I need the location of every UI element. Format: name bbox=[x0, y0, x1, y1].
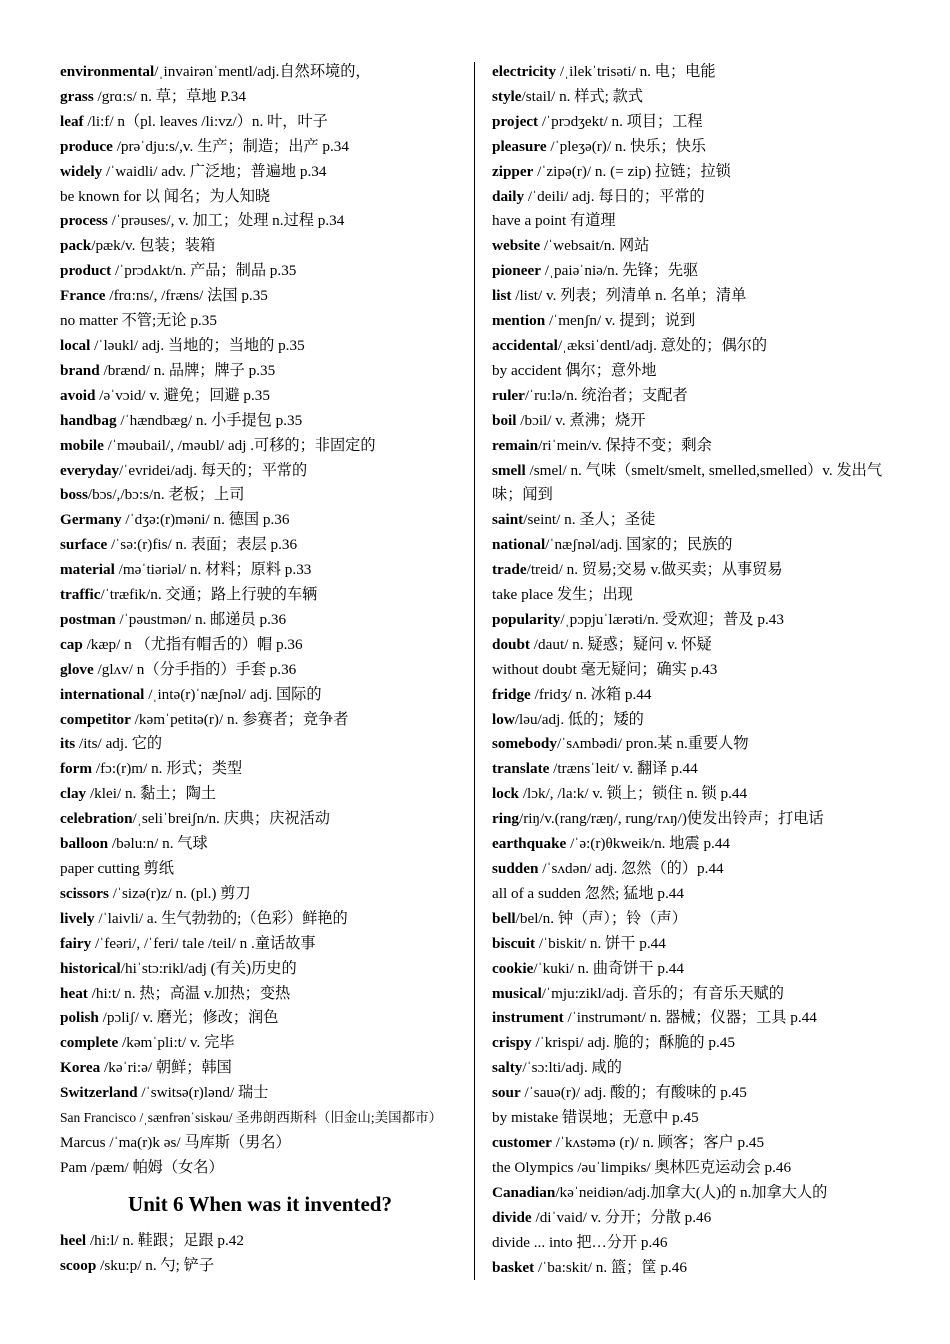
vocab-entry bbox=[60, 932, 460, 957]
entry-definition: be known for 以 闻名；为人知晓 bbox=[60, 187, 271, 205]
entry-definition: /ˈsauə(r)/ adj. 酸的；有酸味的 p.45 bbox=[520, 1084, 747, 1102]
entry-word: biscuit bbox=[492, 934, 536, 952]
vocab-entry bbox=[492, 160, 902, 185]
entry-definition: /pæk/v. 包装；装箱 bbox=[91, 237, 216, 255]
entry-definition: /ˈləukl/ adj. 当地的；当地的 p.35 bbox=[90, 336, 305, 354]
entry-definition: /ˈsə:(r)fis/ n. 表面；表层 p.36 bbox=[107, 536, 298, 554]
vocab-entry bbox=[492, 583, 902, 608]
entry-word: smell bbox=[492, 461, 526, 479]
vocab-entry bbox=[492, 434, 902, 459]
entry-definition: /list/ v. 列表；列清单 n. 名单；清单 bbox=[511, 287, 747, 305]
entry-definition: all of a sudden 忽然; 猛地 p.44 bbox=[492, 884, 684, 902]
vocab-entry bbox=[60, 284, 460, 309]
vocab-entry bbox=[492, 1081, 902, 1106]
entry-definition: paper cutting 剪纸 bbox=[60, 860, 174, 877]
entry-definition: /trænsˈleit/ v. 翻译 p.44 bbox=[549, 760, 698, 778]
entry-pam: Pam /pæm/ 帕姆（女名） bbox=[60, 1158, 224, 1176]
entry-definition: /ˌinvairənˈmentl/adj.自然环境的， bbox=[154, 63, 371, 80]
vocab-entry bbox=[492, 608, 902, 633]
vocab-entry bbox=[492, 508, 902, 533]
entry-definition: /ˈprɔdʌkt/n. 产品；制品 p.35 bbox=[111, 262, 297, 280]
vocab-entry bbox=[492, 533, 902, 558]
entry-word: Canadian bbox=[492, 1183, 556, 1201]
vocab-entry bbox=[60, 359, 460, 384]
entry-word: national bbox=[492, 536, 546, 554]
right-column bbox=[492, 60, 902, 1280]
right-bottom-entries bbox=[492, 508, 902, 1280]
entry-word: brand bbox=[60, 361, 100, 379]
vocab-entry bbox=[60, 583, 460, 608]
entry-definition: /ˈkrispi/ adj. 脆的；酥脆的 p.45 bbox=[531, 1034, 735, 1052]
entry-word: postman bbox=[60, 610, 116, 628]
entry-word: form bbox=[60, 760, 93, 778]
entry-word: lively bbox=[60, 909, 95, 927]
entry-word: celebration bbox=[60, 810, 133, 828]
entry-definition: without doubt 毫无疑问；确实 p.43 bbox=[492, 660, 718, 678]
vocab-entry bbox=[60, 1056, 460, 1081]
entry-definition: take place 发生；出现 bbox=[492, 586, 633, 604]
vocab-entry bbox=[60, 533, 460, 558]
entry-word: website bbox=[492, 237, 541, 255]
vocab-entry bbox=[60, 185, 460, 210]
entry-definition: /brænd/ n. 品牌；牌子 p.35 bbox=[99, 361, 276, 379]
entry-word: everyday bbox=[60, 461, 120, 479]
entry-word: ring bbox=[492, 810, 520, 828]
vocab-entry bbox=[60, 683, 460, 708]
entry-word: Switzerland bbox=[60, 1084, 138, 1102]
vocab-entry bbox=[60, 334, 460, 359]
entry-word: boss bbox=[60, 486, 88, 504]
entry-word: historical bbox=[60, 959, 121, 977]
vocab-entry bbox=[60, 732, 460, 757]
entry-word: avoid bbox=[60, 386, 96, 404]
vocab-entry bbox=[492, 384, 902, 409]
entry-word: widely bbox=[60, 162, 103, 180]
entry-word: somebody bbox=[492, 735, 557, 753]
entry-definition: /glʌv/ n（分手指的）手套 p.36 bbox=[93, 660, 297, 678]
entry-word: crispy bbox=[492, 1034, 532, 1052]
entry-definition: /hi:l/ n. 鞋跟；足跟 p.42 bbox=[86, 1231, 244, 1249]
right-top-entries bbox=[492, 60, 902, 459]
vocab-entry bbox=[60, 757, 460, 782]
vocab-entry bbox=[492, 209, 902, 234]
entry-definition: /ˈməubail/, /məubl/ adj .可移的；非固定的 bbox=[103, 436, 376, 454]
entry-word: trade bbox=[492, 561, 527, 579]
entry-word: heat bbox=[60, 984, 88, 1002]
entry-word: France bbox=[60, 287, 106, 305]
vocab-entry bbox=[492, 782, 902, 807]
entry-word: doubt bbox=[492, 635, 530, 653]
entry-definition: /ˈbiskit/ n. 饼干 p.44 bbox=[535, 934, 666, 952]
vocab-entry bbox=[492, 259, 902, 284]
entry-definition: /riŋ/v.(rang/ræŋ/, rung/rʌŋ/)使发出铃声；打电话 bbox=[519, 810, 824, 828]
entry-word: earthquake bbox=[492, 835, 567, 853]
entry-word: accidental bbox=[492, 336, 558, 354]
vocab-entry bbox=[492, 857, 902, 882]
column-divider bbox=[474, 62, 475, 1280]
vocab-entry bbox=[492, 334, 902, 359]
entry-definition: /seint/ n. 圣人；圣徒 bbox=[523, 511, 656, 529]
vocab-entry bbox=[492, 60, 902, 85]
entry-word: list bbox=[492, 287, 512, 305]
entry-definition: /treid/ n. 贸易;交易 v.做买卖；从事贸易 bbox=[526, 561, 783, 579]
entry-definition: /pɔliʃ/ v. 磨光；修改；润色 bbox=[98, 1009, 279, 1027]
entry-definition: /ˈprɔdʒekt/ n. 项目；工程 bbox=[538, 112, 703, 130]
entry-word: mobile bbox=[60, 436, 104, 454]
entry-definition: /its/ adj. 它的 bbox=[75, 735, 163, 753]
entry-word: project bbox=[492, 112, 539, 130]
entry-definition: /ˈpleʒə(r)/ n. 快乐；快乐 bbox=[546, 137, 707, 155]
vocab-entry bbox=[492, 409, 902, 434]
entry-definition: /ˈswitsə(r)lənd/ 瑞士 bbox=[137, 1084, 269, 1102]
entry-word: saint bbox=[492, 511, 524, 529]
vocab-entry bbox=[492, 807, 902, 832]
entry-definition: /smel/ n. 气味（smelt/smelt, smelled,smelled）v. 发出气味；闻到 bbox=[492, 461, 883, 504]
entry-word: local bbox=[60, 336, 91, 354]
entry-definition: /ˈkuki/ n. 曲奇饼干 p.44 bbox=[533, 959, 684, 977]
entry-word: pioneer bbox=[492, 262, 541, 280]
vocab-entry bbox=[60, 483, 460, 508]
vocab-entry bbox=[60, 1229, 460, 1254]
entry-word: popularity bbox=[492, 610, 561, 628]
entry-word: balloon bbox=[60, 835, 109, 853]
vocab-entry bbox=[492, 558, 902, 583]
entry-definition: /ˈmju:zikl/adj. 音乐的；有音乐天赋的 bbox=[541, 984, 784, 1002]
entry-definition: /daut/ n. 疑惑；疑问 v. 怀疑 bbox=[530, 635, 712, 653]
entry-word: electricity bbox=[492, 63, 557, 80]
entry-definition: /ˌintə(r)ˈnæʃnəl/ adj. 国际的 bbox=[144, 685, 322, 703]
vocab-entry bbox=[60, 459, 460, 484]
vocab-entry bbox=[492, 85, 902, 110]
entry-word: musical bbox=[492, 984, 542, 1002]
vocab-entry bbox=[60, 1006, 460, 1031]
entry-definition: /ˈtræfik/n. 交通；路上行驶的车辆 bbox=[100, 586, 318, 604]
entry-word: cookie bbox=[492, 959, 534, 977]
entry-definition: /grɑ:s/ n. 草；草地 P.34 bbox=[93, 87, 246, 105]
entry-definition: /stail/ n. 样式; 款式 bbox=[521, 87, 644, 105]
entry-definition: /ˈsizə(r)z/ n. (pl.) 剪刀 bbox=[108, 884, 251, 902]
vocab-entry bbox=[60, 160, 460, 185]
entry-word: sour bbox=[492, 1084, 521, 1102]
entry-word: heel bbox=[60, 1231, 87, 1249]
entry-definition: /ˈlaivli/ a. 生气勃勃的;（色彩）鲜艳的 bbox=[94, 909, 348, 927]
entry-word: product bbox=[60, 262, 112, 280]
entry-word: daily bbox=[492, 187, 525, 205]
vocab-entry bbox=[60, 1081, 460, 1106]
entry-definition: /kəmˈpli:t/ v. 完毕 bbox=[118, 1034, 235, 1052]
entry-definition: /bəlu:n/ n. 气球 bbox=[108, 835, 208, 853]
entry-word: competitor bbox=[60, 710, 131, 728]
left-column bbox=[60, 60, 460, 1279]
vocab-entry bbox=[60, 110, 460, 135]
entry-definition: /bel/n. 钟（声）；铃（声） bbox=[515, 909, 687, 927]
entry-word: its bbox=[60, 735, 76, 753]
vocab-entry bbox=[492, 658, 902, 683]
entry-word: pack bbox=[60, 237, 92, 255]
left-bottom-entries bbox=[60, 1229, 460, 1279]
entry-definition: /ˈmenʃn/ v. 提到；说到 bbox=[545, 312, 696, 330]
entry-definition: /li:f/ n（pl. leaves /li:vz/）n. 叶，叶子 bbox=[83, 112, 328, 130]
entry-word: polish bbox=[60, 1009, 99, 1027]
vocab-entry bbox=[60, 1254, 460, 1279]
entry-word: style bbox=[492, 87, 522, 105]
entry-definition: /ˌpaiəˈniə/n. 先锋；先驱 bbox=[540, 262, 699, 280]
entry-definition: no matter 不管;无论 p.35 bbox=[60, 312, 217, 330]
entry-word: clay bbox=[60, 785, 87, 803]
entry-word: sudden bbox=[492, 860, 539, 877]
vocab-entry bbox=[492, 832, 902, 857]
unit-title: Unit 6 When was it invented? bbox=[128, 1191, 392, 1216]
entry-word: low bbox=[492, 710, 515, 728]
left-top-entries bbox=[60, 60, 460, 1106]
entry-definition: /kəˈri:ə/ 朝鲜；韩国 bbox=[100, 1059, 232, 1077]
entry-san-francisco: San Francisco /ˌsænfrənˈsiskəu/ 圣弗朗西斯科（旧金山;美国都市） bbox=[60, 1110, 443, 1126]
vocab-entry bbox=[492, 982, 902, 1007]
vocab-entry bbox=[60, 1031, 460, 1056]
vocab-entry bbox=[492, 882, 902, 907]
entry-definition: /diˈvaid/ v. 分开；分散 p.46 bbox=[531, 1208, 712, 1226]
entry-definition: /lɔk/, /la:k/ v. 锁上；锁住 n. 锁 p.44 bbox=[519, 785, 748, 803]
entry-definition: /fridʒ/ n. 冰箱 p.44 bbox=[530, 685, 652, 703]
vocab-entry bbox=[60, 633, 460, 658]
vocab-entry bbox=[60, 708, 460, 733]
vocab-entry bbox=[492, 633, 902, 658]
vocab-entry bbox=[60, 608, 460, 633]
vocab-entry bbox=[492, 1156, 902, 1181]
entry-word: customer bbox=[492, 1133, 552, 1151]
entry-definition: /ˌæksiˈdentl/adj. 意处的；偶尔的 bbox=[557, 336, 768, 354]
entry-definition: /kæp/ n （尤指有帽舌的）帽 p.36 bbox=[82, 635, 303, 653]
vocab-entry bbox=[60, 135, 460, 160]
vocab-entry bbox=[60, 882, 460, 907]
entry-word: boil bbox=[492, 411, 517, 429]
entry-word: material bbox=[60, 561, 115, 579]
entry-definition: /hiˈstɔ:rikl/adj (有关)历史的 bbox=[120, 959, 297, 977]
entry-word: scissors bbox=[60, 884, 109, 902]
entry-word: process bbox=[60, 212, 108, 230]
entry-definition: the Olympics /əuˈlimpiks/ 奥林匹克运动会 p.46 bbox=[492, 1158, 792, 1176]
vocab-entry bbox=[492, 1256, 902, 1281]
entry-definition: /ˈdʒə:(r)məni/ n. 德国 p.36 bbox=[121, 511, 290, 529]
entry-definition: /kəmˈpetitə(r)/ n. 参赛者；竞争者 bbox=[130, 710, 349, 728]
entry-word: lock bbox=[492, 785, 520, 803]
vocab-entry bbox=[492, 907, 902, 932]
entry-definition: divide ... into 把…分开 p.46 bbox=[492, 1233, 668, 1251]
vocab-entry bbox=[492, 1031, 902, 1056]
entry-definition: /ˈfeəri/, /ˈferi/ tale /teil/ n .童话故事 bbox=[91, 934, 316, 952]
entry-definition: by accident 偶尔；意外地 bbox=[492, 361, 657, 379]
entry-definition: /ˈwebsait/n. 网站 bbox=[540, 237, 650, 255]
vocab-entry bbox=[492, 932, 902, 957]
entry-definition: /əˈvɔid/ v. 避免；回避 p.35 bbox=[95, 386, 270, 404]
entry-definition: /ˈsɔ:lti/adj. 咸的 bbox=[522, 1059, 622, 1077]
entry-definition: /ˈnæʃnəl/adj. 国家的；民族的 bbox=[545, 536, 733, 554]
vocab-entry bbox=[60, 234, 460, 259]
entry-word: cap bbox=[60, 635, 83, 653]
vocab-entry bbox=[492, 284, 902, 309]
vocab-entry bbox=[492, 309, 902, 334]
entry-definition: /kəˈneidiən/adj.加拿大(人)的 n.加拿大人的 bbox=[555, 1183, 828, 1201]
vocab-entry bbox=[60, 658, 460, 683]
entry-definition: /bɔil/ v. 煮沸；烧开 bbox=[516, 411, 646, 429]
vocab-entry bbox=[60, 907, 460, 932]
entry-definition: /ˈinstrumənt/ n. 器械；仪器；工具 p.44 bbox=[563, 1009, 817, 1027]
vocab-entry bbox=[60, 558, 460, 583]
entry-definition: /bɔs/,/bɔ:s/n. 老板；上司 bbox=[87, 486, 245, 504]
vocab-entry bbox=[60, 807, 460, 832]
entry-word: glove bbox=[60, 660, 94, 678]
vocab-entry bbox=[60, 508, 460, 533]
entry-definition: /ˈsʌmbədi/ pron.某 n.重要人物 bbox=[556, 735, 749, 753]
entry-word: complete bbox=[60, 1034, 119, 1052]
vocab-entry bbox=[492, 1231, 902, 1256]
vocab-entry bbox=[492, 708, 902, 733]
entry-word: handbag bbox=[60, 411, 117, 429]
vocab-entry bbox=[60, 209, 460, 234]
vocab-entry bbox=[492, 1006, 902, 1031]
vocab-entry bbox=[492, 683, 902, 708]
entry-definition: /fɔ:(r)m/ n. 形式；类型 bbox=[92, 760, 243, 778]
vocab-entry bbox=[60, 957, 460, 982]
vocab-entry bbox=[492, 1106, 902, 1131]
entry-definition: by mistake 错误地；无意中 p.45 bbox=[492, 1109, 699, 1127]
entry-word: environmental bbox=[60, 63, 155, 80]
entry-marcus: Marcus /ˈma(r)k əs/ 马库斯（男名） bbox=[60, 1133, 291, 1151]
entry-word: produce bbox=[60, 137, 113, 155]
vocab-entry bbox=[60, 832, 460, 857]
vocab-entry bbox=[492, 135, 902, 160]
vocab-entry bbox=[492, 234, 902, 259]
entry-definition: /ˈpəustmən/ n. 邮递员 p.36 bbox=[115, 610, 287, 628]
entry-word: mention bbox=[492, 312, 546, 330]
vocab-entry bbox=[60, 434, 460, 459]
entry-word: traffic bbox=[60, 586, 101, 604]
entry-definition: /sku:p/ n. 勺; 铲子 bbox=[96, 1256, 215, 1274]
entry-word: scoop bbox=[60, 1256, 97, 1274]
entry-definition: /ˈevridei/adj. 每天的；平常的 bbox=[119, 461, 308, 479]
entry-word: international bbox=[60, 685, 145, 703]
entry-word: ruler bbox=[492, 386, 525, 404]
entry-definition: /ˈwaidli/ adv. 广泛地；普遍地 p.34 bbox=[102, 162, 327, 180]
vocab-entry bbox=[492, 757, 902, 782]
vocab-entry bbox=[60, 982, 460, 1007]
entry-definition: /ˌpɔpjuˈlærəti/n. 受欢迎；普及 p.43 bbox=[560, 610, 784, 628]
vocab-entry bbox=[60, 259, 460, 284]
entry-definition: /ˈzipə(r)/ n. (= zip) 拉链；拉锁 bbox=[533, 162, 731, 180]
entry-word: grass bbox=[60, 87, 94, 105]
vocab-entry bbox=[60, 60, 460, 85]
entry-word: basket bbox=[492, 1258, 535, 1276]
vocab-entry bbox=[60, 857, 460, 882]
vocab-entry bbox=[492, 1181, 902, 1206]
entry-definition: /ˈsʌdən/ adj. 忽然（的）p.44 bbox=[538, 860, 724, 877]
entry-word: pleasure bbox=[492, 137, 547, 155]
entry-definition: /hi:t/ n. 热；高温 v.加热；变热 bbox=[87, 984, 291, 1002]
entry-word: surface bbox=[60, 536, 108, 554]
vocab-entry bbox=[60, 782, 460, 807]
entry-word: instrument bbox=[492, 1009, 564, 1027]
entry-word: bell bbox=[492, 909, 516, 927]
entry-word: divide bbox=[492, 1208, 532, 1226]
entry-word: remain bbox=[492, 436, 539, 454]
entry-definition: /riˈmein/v. 保持不变；剩余 bbox=[538, 436, 712, 454]
vocab-entry bbox=[492, 110, 902, 135]
entry-definition: /ˌseliˈbreiʃn/n. 庆典；庆祝活动 bbox=[132, 810, 330, 828]
entry-word: salty bbox=[492, 1059, 523, 1077]
entry-word: Korea bbox=[60, 1059, 101, 1077]
entry-definition: have a point 有道理 bbox=[492, 212, 616, 230]
entry-word: zipper bbox=[492, 162, 534, 180]
entry-definition: /ˈhændbæg/ n. 小手提包 p.35 bbox=[116, 411, 303, 429]
entry-word: fridge bbox=[492, 685, 531, 703]
entry-definition: /ˈru:lə/n. 统治者；支配者 bbox=[524, 386, 688, 404]
vocab-entry bbox=[492, 1056, 902, 1081]
vocab-entry bbox=[492, 732, 902, 757]
entry-smell bbox=[492, 459, 902, 509]
vocab-entry bbox=[60, 309, 460, 334]
vocab-entry bbox=[60, 384, 460, 409]
vocab-entry bbox=[492, 359, 902, 384]
entry-definition: /ˈkʌstəmə (r)/ n. 顾客；客户 p.45 bbox=[551, 1133, 765, 1151]
vocab-entry bbox=[492, 185, 902, 210]
entry-word: fairy bbox=[60, 934, 92, 952]
vocab-entry bbox=[60, 85, 460, 110]
entry-definition: /ˈə:(r)θkweik/n. 地震 p.44 bbox=[566, 835, 731, 853]
entry-definition: /ˌilekˈtrisəti/ n. 电；电能 bbox=[556, 63, 716, 80]
entry-definition: /ˈprəuses/, v. 加工；处理 n.过程 p.34 bbox=[107, 212, 345, 230]
entry-definition: /məˈtiəriəl/ n. 材料；原料 p.33 bbox=[114, 561, 312, 579]
entry-definition: /ləu/adj. 低的；矮的 bbox=[514, 710, 644, 728]
vocab-entry bbox=[60, 409, 460, 434]
entry-definition: /prəˈdju:s/,v. 生产；制造；出产 p.34 bbox=[112, 137, 349, 155]
entry-definition: /frɑ:ns/, /fræns/ 法国 p.35 bbox=[105, 287, 268, 305]
vocab-entry bbox=[492, 957, 902, 982]
entry-word: leaf bbox=[60, 112, 84, 130]
entry-definition: /klei/ n. 黏土；陶土 bbox=[86, 785, 217, 803]
vocab-entry bbox=[492, 1206, 902, 1231]
entry-definition: /ˈdeili/ adj. 每日的；平常的 bbox=[524, 187, 705, 205]
vocab-entry bbox=[492, 1131, 902, 1156]
entry-word: translate bbox=[492, 760, 550, 778]
entry-definition: /ˈba:skit/ n. 篮；筐 p.46 bbox=[534, 1258, 687, 1276]
entry-word: Germany bbox=[60, 511, 122, 529]
